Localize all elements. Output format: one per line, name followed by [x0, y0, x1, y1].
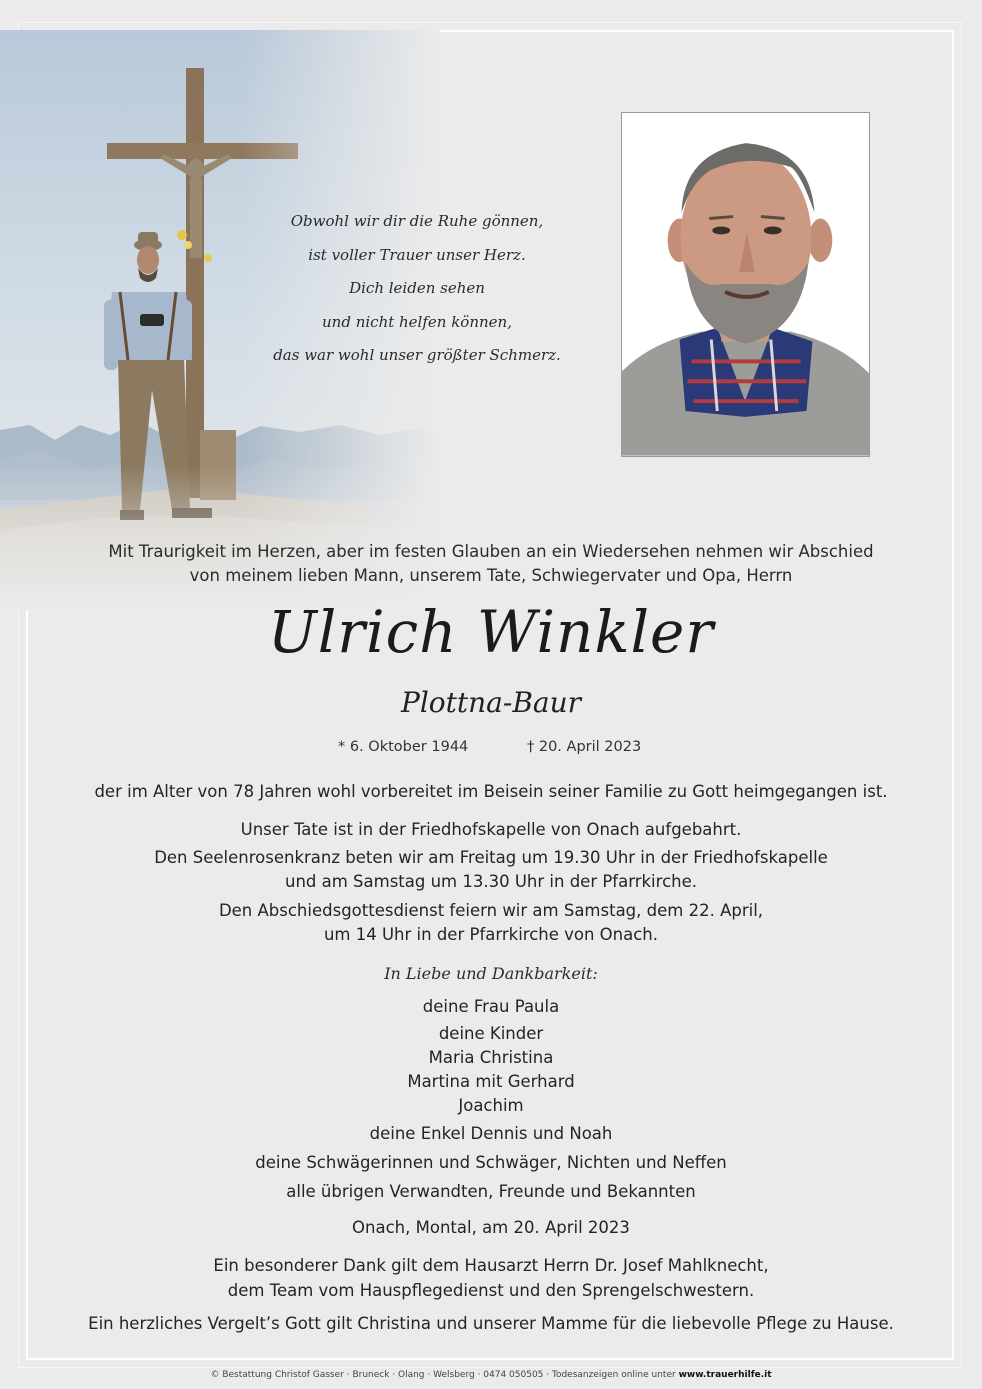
thanks-line: dem Team vom Hauspflegedienst und den Sprengelschwestern.: [227, 1281, 755, 1300]
arrangement-line: um 14 Uhr in der Pfarrkirche von Onach.: [323, 925, 659, 944]
footer-text: © Bestattung Christof Gasser · Bruneck · Olang · Welsberg · 0474 050505 · Todesanzeigen online unter: [210, 1370, 679, 1380]
mourner-line: deine Kinder: [438, 1024, 544, 1043]
mourner-line: deine Frau Paula: [422, 997, 560, 1016]
poem-line: Dich leiden sehen: [349, 279, 485, 297]
intro-line: Mit Traurigkeit im Herzen, aber im festen Glauben an ein Wiedersehen nehmen wir Abschied: [108, 542, 874, 561]
mourner-line: deine Enkel Dennis und Noah: [369, 1124, 613, 1143]
poem-line: ist voller Trauer unser Herz.: [308, 245, 526, 264]
mourners-heading: In Liebe und Dankbarkeit:: [384, 964, 598, 983]
mourner-line: alle übrigen Verwandten, Freunde und Bekannten: [286, 1182, 696, 1201]
arrangement-line: und am Samstag um 13.30 Uhr in der Pfarrkirche.: [284, 872, 697, 891]
poem-line: Obwohl wir dir die Ruhe gönnen,: [290, 212, 544, 230]
arrangement-line: Unser Tate ist in der Friedhofskapelle von Onach aufgebahrt.: [240, 820, 742, 839]
arrangement-line: Den Seelenrosenkranz beten wir am Freitag um 19.30 Uhr in der Friedhofskapelle: [154, 848, 828, 867]
place-date: Onach, Montal, am 20. April 2023: [352, 1218, 630, 1237]
arrangement-line: Den Abschiedsgottesdienst feiern wir am Samstag, dem 22. April,: [218, 901, 764, 920]
deceased-name: Ulrich Winkler: [267, 598, 715, 666]
nickname: Plottna-Baur: [400, 686, 582, 719]
mourner-line: Maria Christina: [428, 1048, 554, 1067]
mourner-line: Joachim: [458, 1096, 524, 1115]
poem-line: das war wohl unser größter Schmerz.: [273, 346, 561, 364]
intro-text: [0, 540, 982, 588]
portrait-photo: [621, 112, 870, 457]
poem: [232, 205, 602, 373]
passing-statement: der im Alter von 78 Jahren wohl vorbereitet im Beisein seiner Familie zu Gott heimgegangen ist.: [94, 782, 888, 801]
intro-line: von meinem lieben Mann, unserem Tate, Schwiegervater und Opa, Herrn: [189, 566, 793, 585]
birth-date: * 6. Oktober 1944: [338, 739, 469, 755]
poem-line: und nicht helfen können,: [322, 312, 512, 331]
thanks-line: Ein herzliches Vergelt’s Gott gilt Christina und unserer Mamme für die liebevolle Pflege zu Hause.: [88, 1314, 894, 1333]
death-date: † 20. April 2023: [527, 739, 642, 755]
mourner-line: deine Schwägerinnen und Schwäger, Nichten und Neffen: [255, 1153, 727, 1172]
thanks-line: Ein besonderer Dank gilt dem Hausarzt Herrn Dr. Josef Mahlknecht,: [213, 1256, 769, 1275]
mourner-line: Martina mit Gerhard: [407, 1072, 575, 1091]
footer: [0, 1370, 982, 1380]
footer-link[interactable]: www.trauerhilfe.it: [678, 1370, 772, 1380]
